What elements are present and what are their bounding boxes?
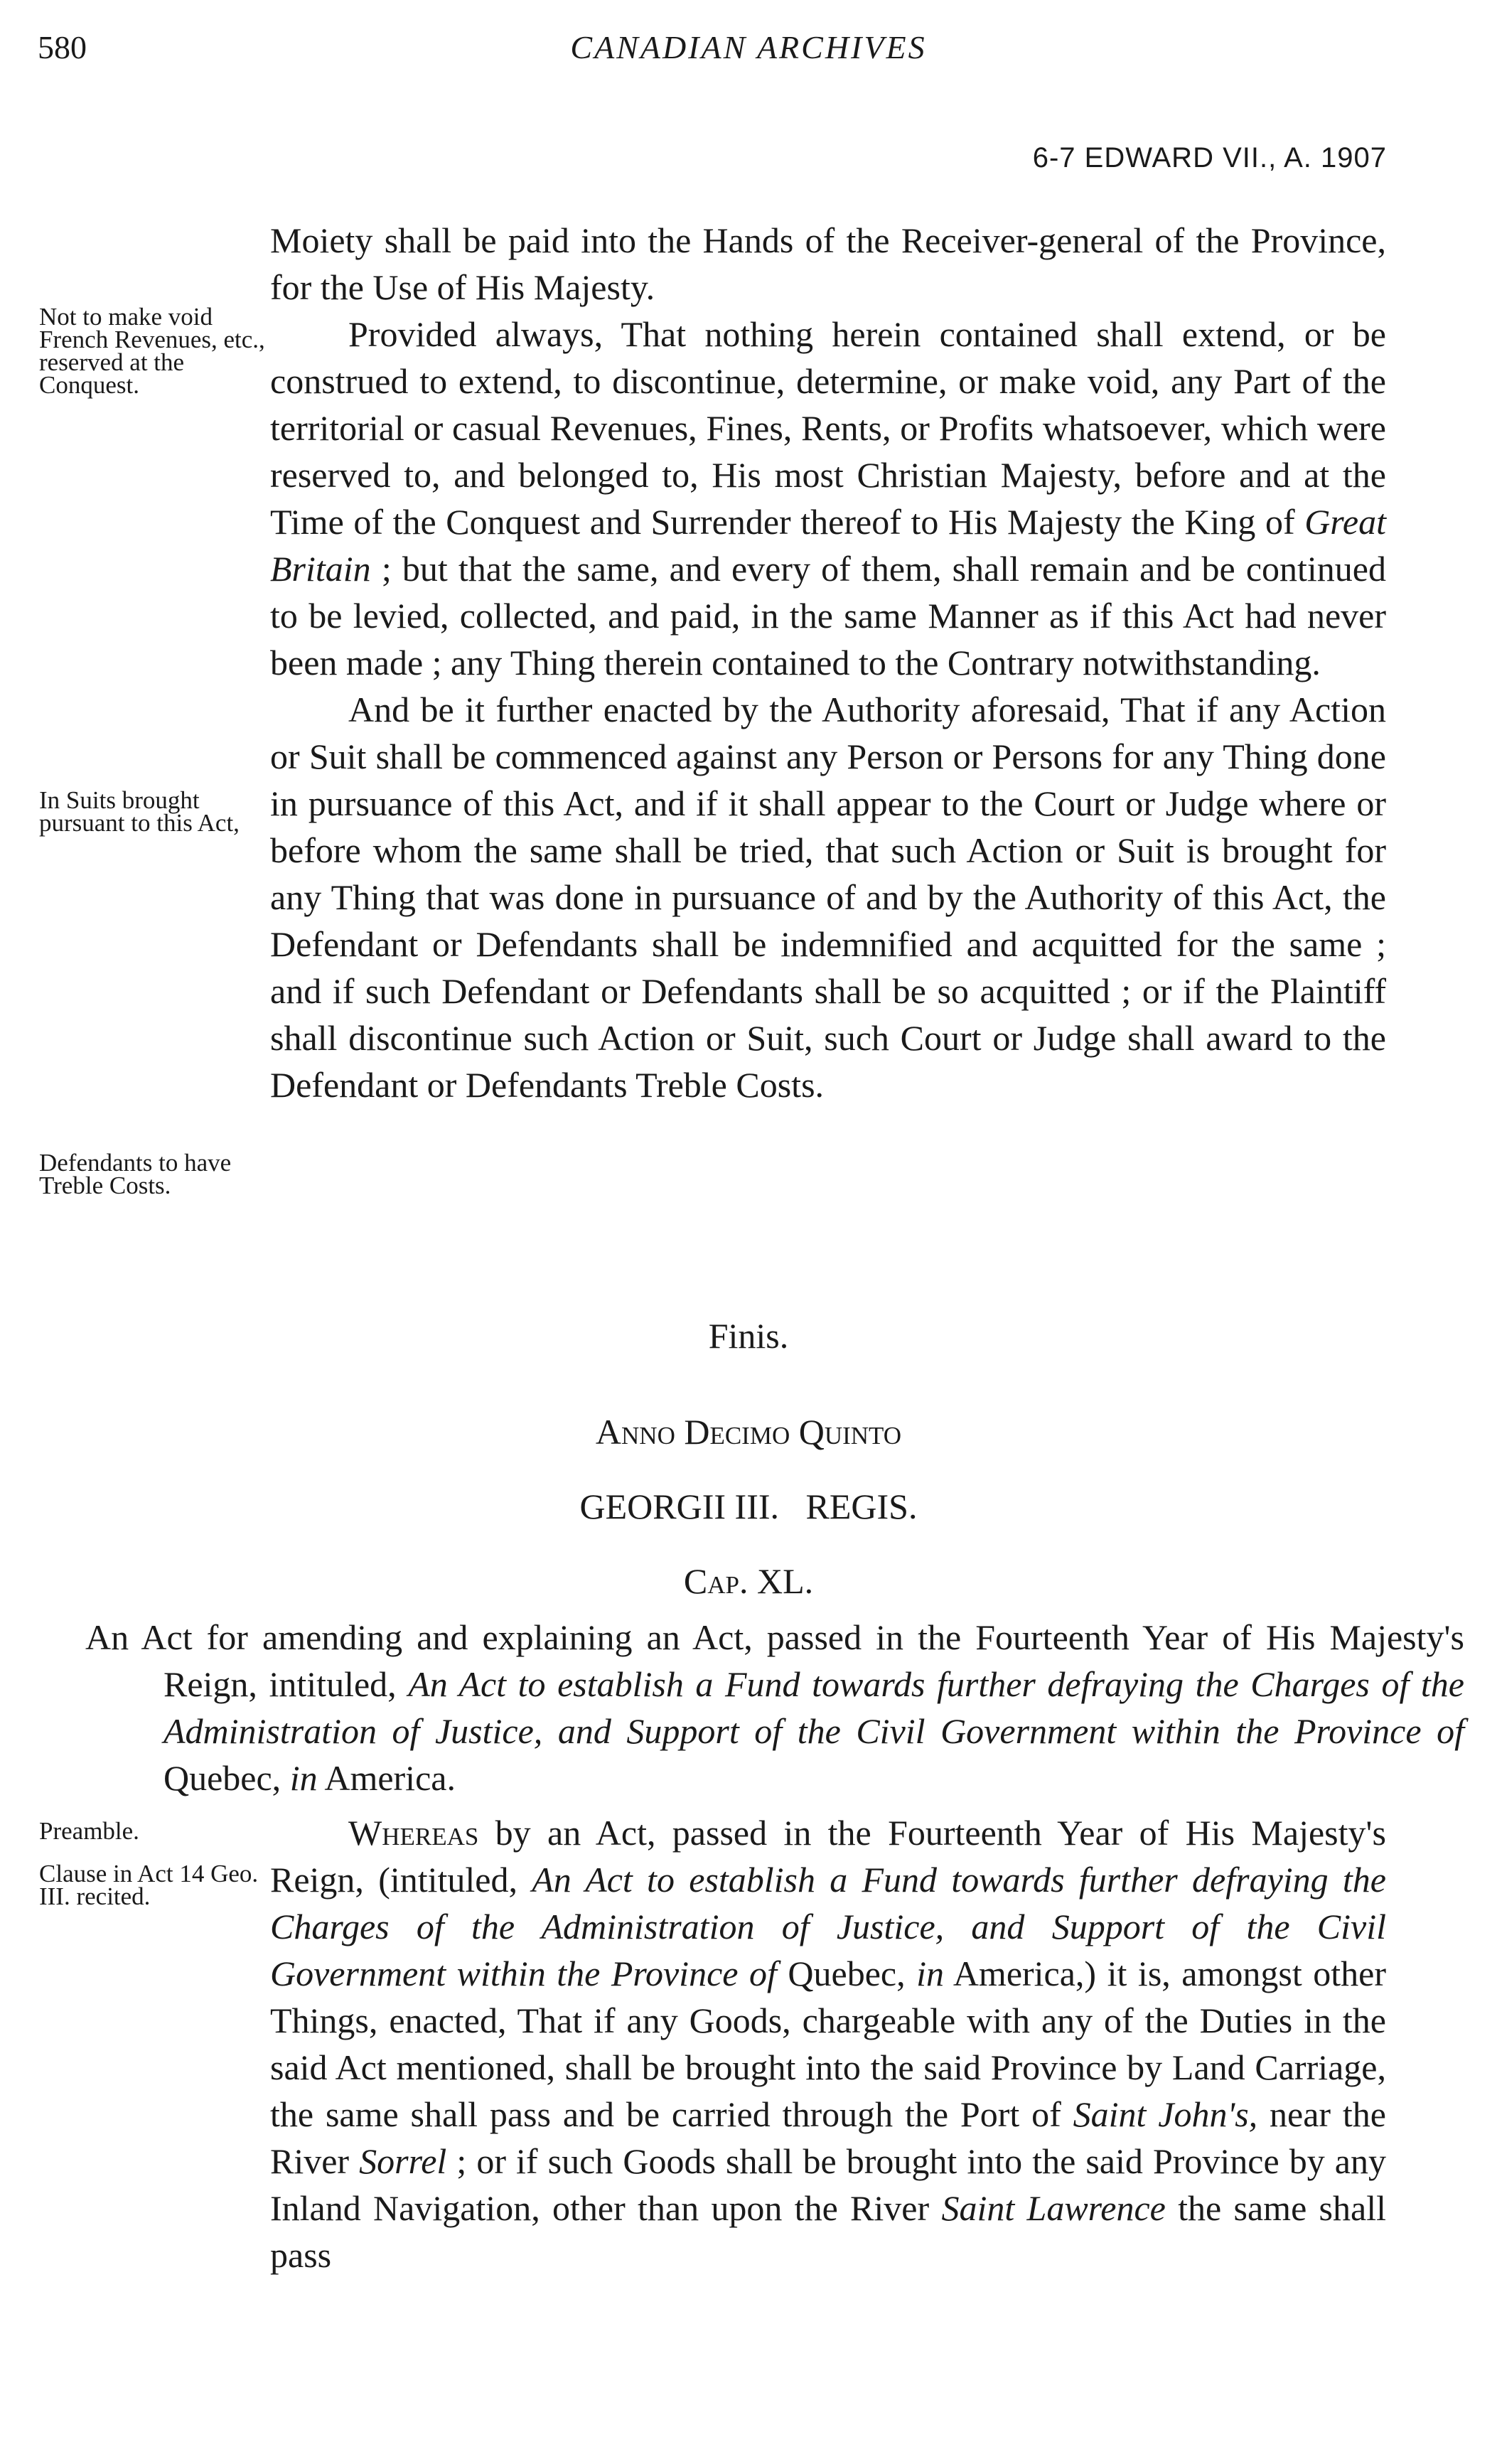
- session-label: 6-7 EDWARD VII., A. 1907: [1032, 142, 1387, 173]
- preamble-part11: the same shall pass: [270, 2188, 1386, 2275]
- finis: Finis.: [708, 1316, 789, 1356]
- preamble-saint-johns: Saint John's,: [1073, 2094, 1258, 2134]
- georgii-heading: GEORGII III. REGIS.: [579, 1487, 918, 1526]
- preamble-in: in: [916, 1954, 945, 1993]
- preamble-sorrel: Sorrel: [359, 2141, 447, 2181]
- act-title: [85, 1614, 1464, 1801]
- preamble-part3: Quebec,: [776, 1954, 917, 1993]
- paragraph-moiety: Moiety shall be paid into the Hands of the Receiver-general of the Province, for the Use of His Majesty.: [270, 220, 1386, 307]
- paragraph-provided: [270, 311, 1386, 686]
- act-title-part1: An Act for amending and explaining an Act, passed in the Fourteenth Year of His Majesty's Reign, intituled,: [85, 1617, 1464, 1704]
- preamble-part7: near the River: [270, 2094, 1387, 2181]
- margin-note-clause-recited: Clause in Act 14 Geo. III. recited.: [39, 1860, 259, 1910]
- para2-italic: Great Britain: [270, 502, 1386, 589]
- paragraph-whereas: [270, 1809, 1386, 2278]
- whereas-word: Whereas: [348, 1813, 479, 1853]
- preamble-part1: by an Act, passed in the Fourteenth Year of His Majesty's Reign, (intituled,: [270, 1813, 1386, 1900]
- running-head: CANADIAN ARCHIVES: [570, 29, 927, 65]
- margin-note-not-to-make-void: Not to make void French Revenues, etc., reserved at the Conquest.: [39, 303, 265, 399]
- cap-heading: Cap. XL.: [683, 1561, 814, 1601]
- para2-text-end: ; but that the same, and every of them, shall remain and be continued to be levied, collected, and paid, in the same Manner as if this Act had never been made ; any Thing therein contained to the Contrary notwithstanding.: [270, 549, 1386, 682]
- margin-note-preamble: Preamble.: [39, 1817, 139, 1845]
- act-title-in: in: [289, 1758, 318, 1798]
- preamble-part5: America,) it is, amongst other Things, enacted, That if any Goods, chargeable with any of the Duties in the said Act mentioned, shall be brought into the said Province by Land Carriage, the same shall pass and be carried through the Port of: [270, 1954, 1387, 2134]
- act-title-italic: An Act to establish a Fund towards further defraying the Charges of the Administration of Justice, and Support of the Civil Government within the Province of: [163, 1664, 1464, 1751]
- page-number: 580: [38, 29, 87, 65]
- act-title-part5: America.: [317, 1758, 456, 1798]
- anno-heading: Anno Decimo Quinto: [595, 1412, 902, 1452]
- paragraph-suits: And be it further enacted by the Authority aforesaid, That if any Action or Suit shall be commenced against any Person or Persons for any Thing done in pursuance of this Act, and if it shall appear to the Court or Judge where or before whom the same shall be tried, that such Action or Suit is brought for any Thing that was done in pursuance of and by the Authority of this Act, the Defendant or Defendants shall be indemnified and acquitted for the same ; and if such Defendant or Defendants shall be so acquitted ; or if the Plaintiff shall discontinue such Action or Suit, such Court or Judge shall award to the Defendant or Defendants Treble Costs.: [270, 690, 1386, 1105]
- margin-note-in-suits: In Suits brought pursuant to this Act,: [39, 786, 240, 837]
- preamble-italic-title: An Act to establish a Fund towards further defraying the Charges of the Administration of Justice, and Support of the Civil Government within the Province of: [270, 1860, 1387, 1993]
- preamble-part9: ; or if such Goods shall be brought into the said Province by any Inland Navigation, other than upon the River: [270, 2141, 1386, 2228]
- preamble-text: [270, 1809, 1386, 2278]
- para2-text-start: Provided always, That nothing herein contained shall extend, or be construed to extend, to discontinue, determine, or make void, any Part of the territorial or casual Revenues, Fines, Rents, or Profits whatsoever, which were reserved to, and belonged to, His most Christian Majesty, before and at the Time of the Conquest and Surrender thereof to His Majesty the King of: [270, 314, 1386, 542]
- act-title-part3: Quebec,: [163, 1758, 290, 1798]
- body-text: [270, 217, 1386, 1108]
- preamble-saint-lawrence: Saint Lawrence: [941, 2188, 1166, 2228]
- margin-note-defendants: Defendants to have Treble Costs.: [39, 1149, 232, 1199]
